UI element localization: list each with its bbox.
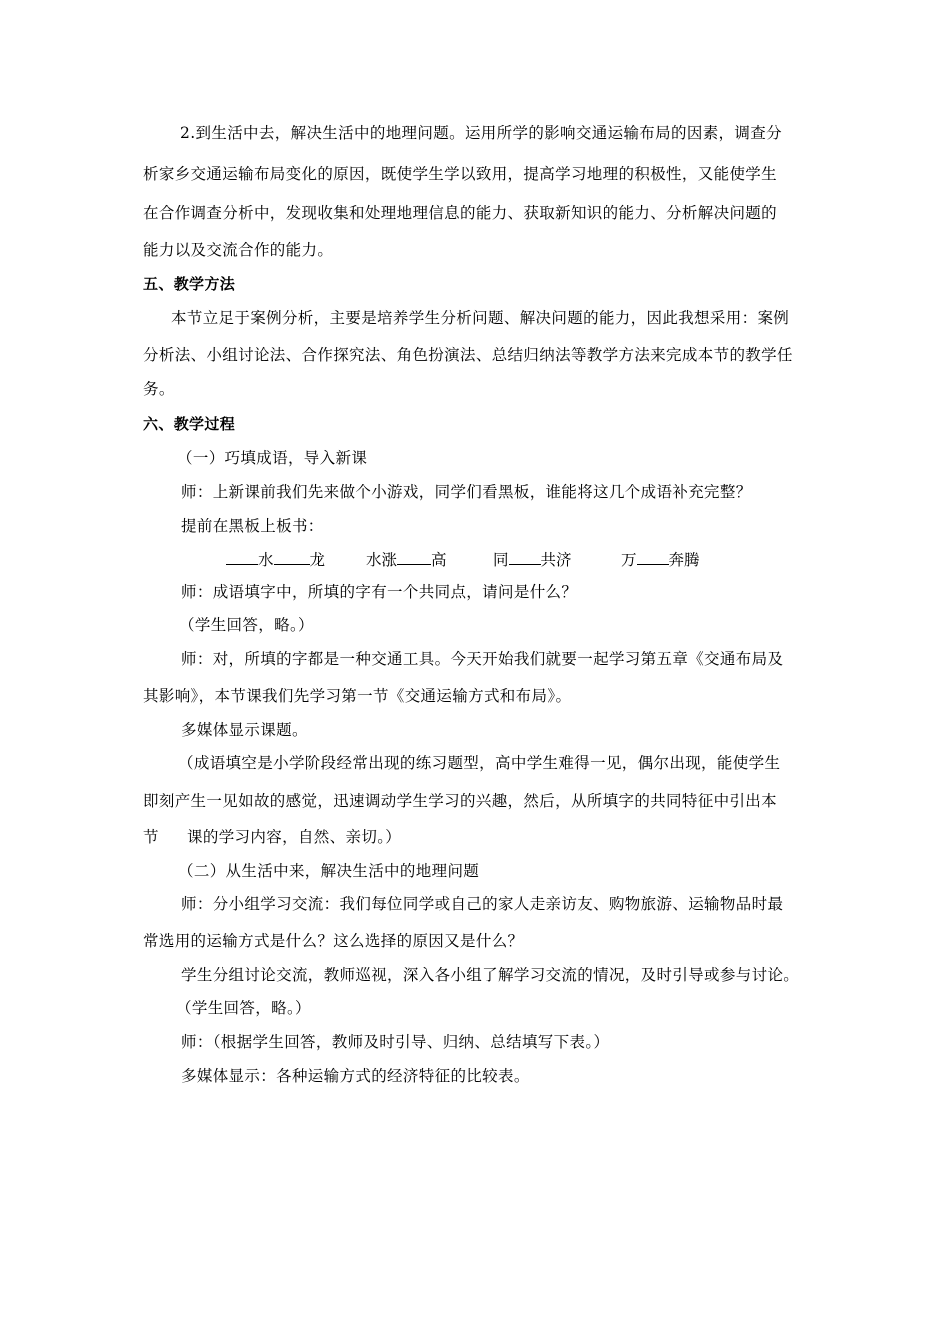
paragraph-line: （成语填空是小学阶段经常出现的练习题型，高中学生难得一见，偶尔出现，能使学生 <box>178 754 781 772</box>
paragraph-line: 其影响》，本节课我们先学习第一节《交通运输方式和布局》。 <box>143 687 572 705</box>
paragraph-line: 多媒体显示：各种运输方式的经济特征的比较表。 <box>181 1067 530 1085</box>
paragraph-line: 本节立足于案例分析，主要是培养学生分析问题、解决问题的能力，因此我想采用：案例 <box>171 309 790 327</box>
section-heading: 五、教学方法 <box>143 275 236 293</box>
subsection-title: （一）巧填成语，导入新课 <box>177 449 368 467</box>
paragraph-line: 师：上新课前我们先来做个小游戏，同学们看黑板，谁能将这几个成语补充完整？ <box>181 483 752 501</box>
idiom-blank-3 <box>493 548 572 570</box>
paragraph-line: 即刻产生一见如故的感觉，迅速调动学生学习的兴趣，然后，从所填字的共同特征中引出本 <box>143 792 778 810</box>
paragraph-line: 务。 <box>143 380 175 398</box>
fill-blank <box>226 548 258 565</box>
fill-blank <box>274 548 310 565</box>
idiom-part: 高 <box>431 551 447 569</box>
paragraph-line: 提前在黑板上板书： <box>181 517 324 535</box>
idiom-part: 奔腾 <box>668 551 700 569</box>
idiom-part: 龙 <box>309 551 326 569</box>
idiom-part: 水涨 <box>366 551 398 569</box>
idiom-part: 水 <box>258 551 274 569</box>
subsection-title: （二）从生活中来，解决生活中的地理问题 <box>178 862 480 880</box>
paragraph-line: 2.到生活中去，解决生活中的地理问题。运用所学的影响交通运输布局的因素，调查分 <box>180 124 782 142</box>
paragraph-line: 节 <box>143 828 159 846</box>
paragraph-line: 课的学习内容，自然、亲切。） <box>187 828 402 846</box>
paragraph-line: 分析法、小组讨论法、合作探究法、角色扮演法、总结归纳法等教学方法来完成本节的教学任 <box>143 346 793 364</box>
idiom-blank-1 <box>226 548 325 570</box>
idiom-blank-2 <box>366 548 447 570</box>
idiom-part: 共济 <box>540 551 572 569</box>
paragraph-line: 在合作调查分析中，发现收集和处理地理信息的能力、获取新知识的能力、分析解决问题的 <box>143 204 778 222</box>
paragraph-line: （学生回答，略。） <box>176 999 311 1017</box>
paragraph-line: 师：对，所填的字都是一种交通工具。今天开始我们就要一起学习第五章《交通布局及 <box>181 650 784 668</box>
paragraph-line: 师：成语填字中，所填的字有一个共同点，请问是什么？ <box>181 583 578 601</box>
paragraph-line: 能力以及交流合作的能力。 <box>143 241 334 259</box>
paragraph-line: 多媒体显示课题。 <box>181 721 308 739</box>
idiom-blank-4 <box>621 548 700 570</box>
paragraph-line: 析家乡交通运输布局变化的原因，既使学生学以致用，提高学习地理的积极性，又能使学生 <box>143 165 778 183</box>
idiom-part: 同 <box>493 551 509 569</box>
paragraph-line: 师：分小组学习交流：我们每位同学或自己的家人走亲访友、购物旅游、运输物品时最 <box>181 895 784 913</box>
fill-blank <box>397 548 431 565</box>
section-heading: 六、教学过程 <box>143 415 236 433</box>
fill-blank <box>509 548 541 565</box>
idiom-part: 万 <box>621 551 637 569</box>
paragraph-line: （学生回答，略。） <box>179 616 314 634</box>
fill-blank <box>637 548 669 565</box>
paragraph-line: 常选用的运输方式是什么？这么选择的原因又是什么？ <box>143 932 524 950</box>
paragraph-line: 师：（根据学生回答，教师及时引导、归纳、总结填写下表。） <box>181 1033 610 1051</box>
paragraph-line: 学生分组讨论交流，教师巡视，深入各小组了解学习交流的情况，及时引导或参与讨论。 <box>181 966 800 984</box>
